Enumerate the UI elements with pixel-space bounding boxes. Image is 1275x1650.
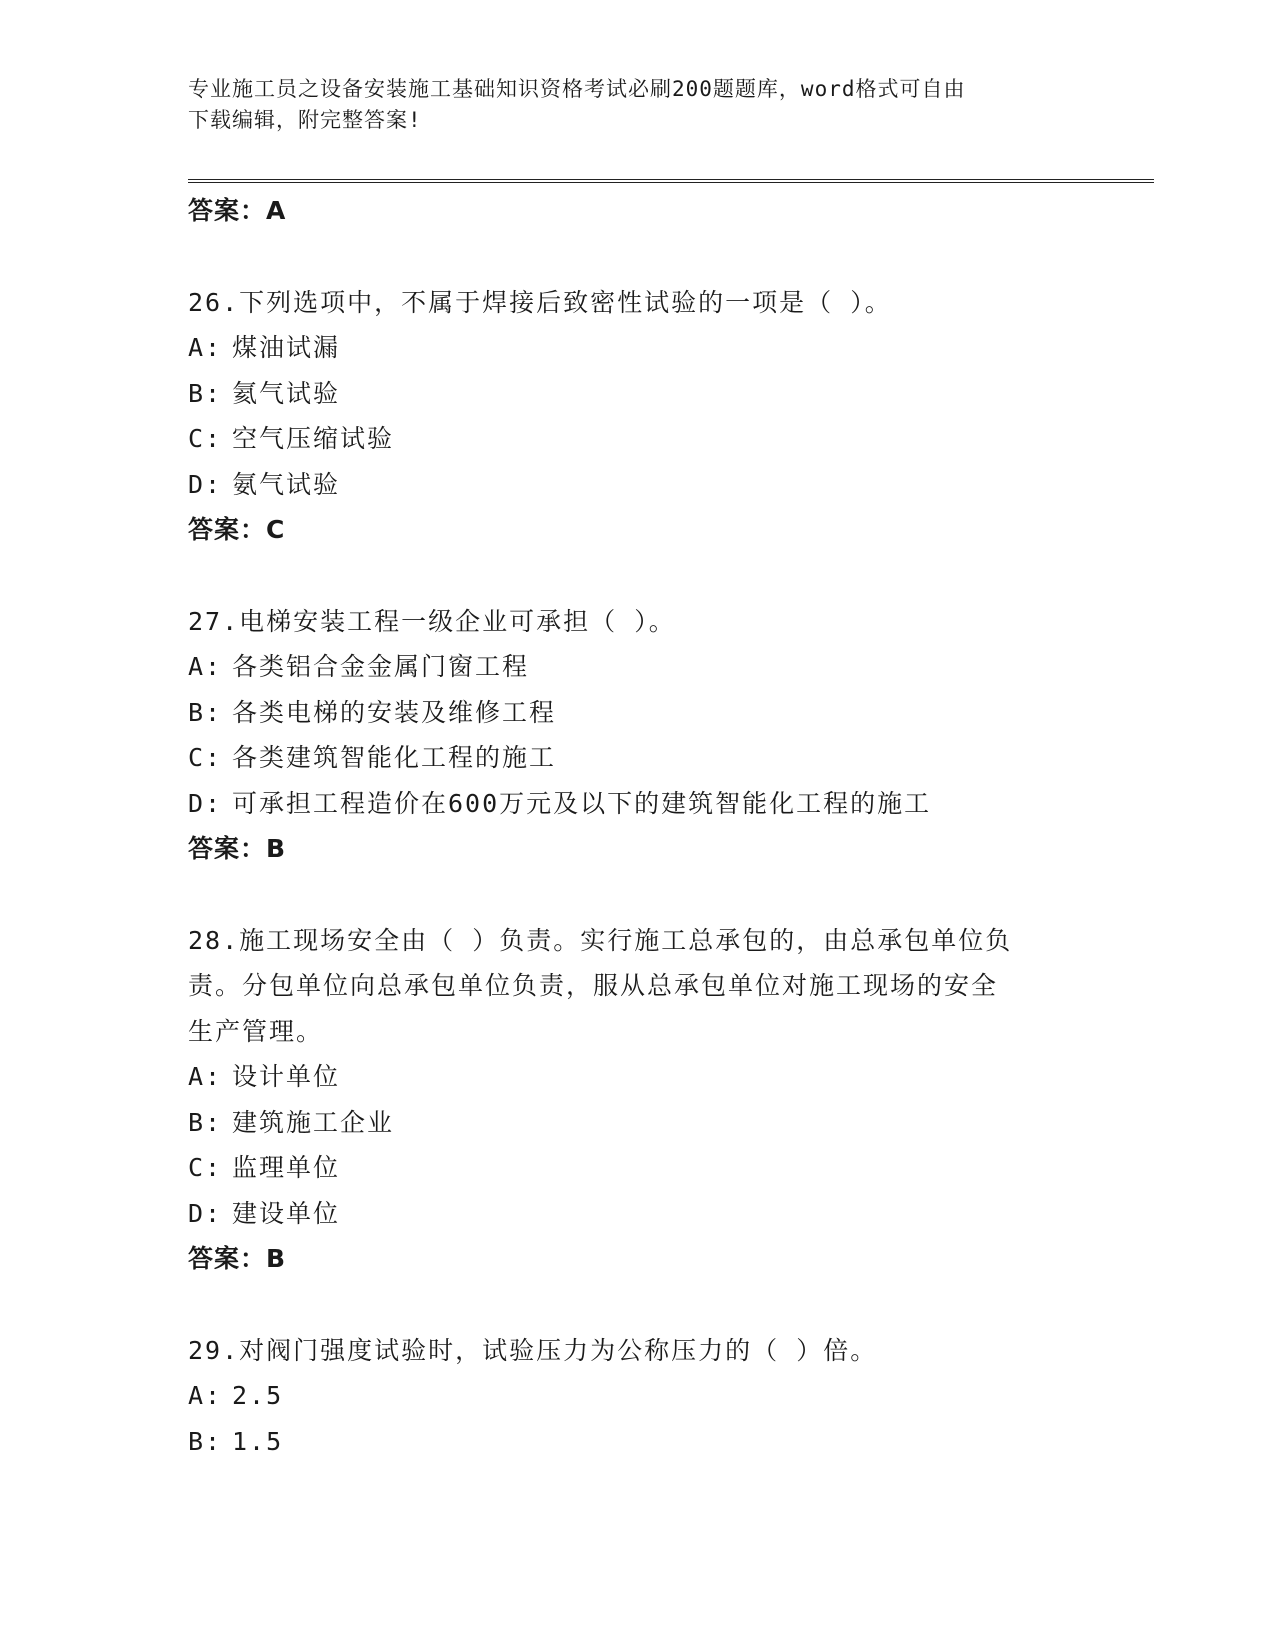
- spacer: [188, 234, 1068, 280]
- option-c: C: 各类建筑智能化工程的施工: [188, 743, 557, 772]
- answer: 答案：B: [188, 1244, 287, 1273]
- option-a: A: 设计单位: [188, 1062, 341, 1091]
- spacer: [188, 872, 1068, 918]
- answer: 答案：B: [188, 834, 287, 863]
- option-b: B: 各类电梯的安装及维修工程: [188, 697, 557, 727]
- spacer: [188, 553, 1068, 599]
- question-stem: 29.对阀门强度试验时，试验压力为公称压力的（ ）倍。: [188, 1335, 878, 1365]
- answer-prev: 答案：A: [188, 196, 287, 225]
- question-stem: 26.下列选项中，不属于焊接后致密性试验的一项是（ ）。: [188, 287, 892, 317]
- question-stem: 27.电梯安装工程一级企业可承担（ ）。: [188, 606, 676, 636]
- question-stem-line-2: 责。分包单位向总承包单位负责，服从总承包单位对施工现场的安全: [188, 971, 999, 1000]
- option-b: B: 氦气试验: [188, 378, 341, 408]
- option-b: B: 建筑施工企业: [188, 1107, 395, 1137]
- document-body: [188, 188, 1068, 1464]
- spacer: [188, 1282, 1068, 1328]
- option-b: B: 1.5: [188, 1426, 284, 1456]
- option-a: A: 各类铝合金金属门窗工程: [188, 652, 530, 681]
- header-line-2: 下载编辑，附完整答案!: [188, 108, 422, 132]
- question-stem-line-1: 28.施工现场安全由（ ）负责。实行施工总承包的，由总承包单位负: [188, 925, 1013, 955]
- option-c: C: 监理单位: [188, 1153, 341, 1182]
- option-c: C: 空气压缩试验: [188, 424, 395, 453]
- question-29: [188, 1328, 1068, 1465]
- option-d: D: 氨气试验: [188, 469, 341, 499]
- question-27: [188, 599, 1068, 872]
- question-28: [188, 918, 1068, 1282]
- page-header: [188, 74, 1068, 136]
- answer: 答案：C: [188, 515, 286, 544]
- header-divider: [188, 179, 1154, 183]
- header-line-1: 专业施工员之设备安装施工基础知识资格考试必刷200题题库，word格式可自由: [188, 77, 966, 101]
- option-a: A: 煤油试漏: [188, 333, 341, 362]
- option-a: A: 2.5: [188, 1381, 284, 1410]
- option-d: D: 建设单位: [188, 1198, 341, 1228]
- option-d: D: 可承担工程造价在600万元及以下的建筑智能化工程的施工: [188, 788, 932, 818]
- question-stem-line-3: 生产管理。: [188, 1016, 324, 1046]
- question-26: [188, 280, 1068, 553]
